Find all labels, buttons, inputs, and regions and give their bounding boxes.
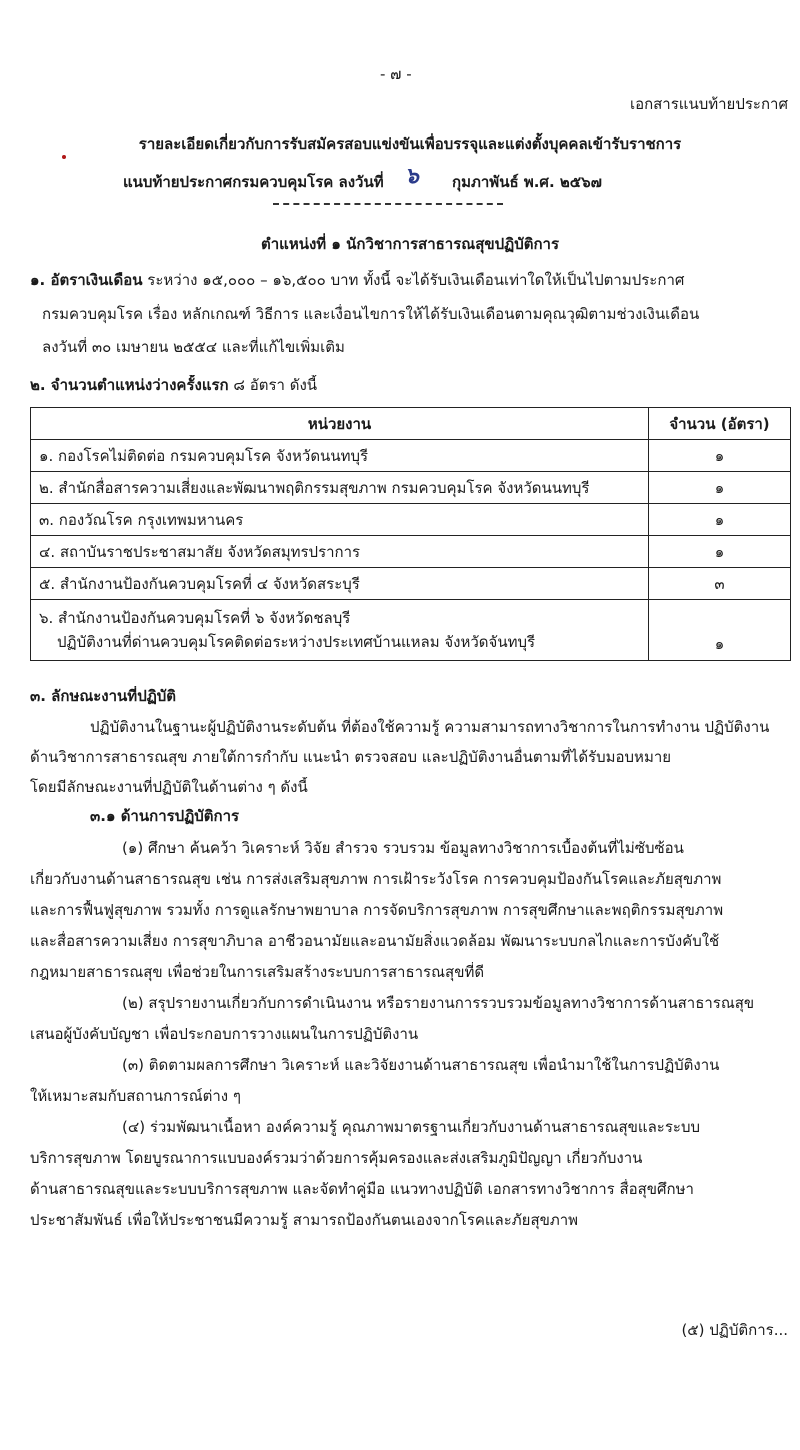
section3-intro-line1: ปฏิบัติงานในฐานะผู้ปฏิบัติงานระดับต้น ที่ต้องใช้ความรู้ ความสามารถทางวิชาการในการทำงาน ปฏิบัติงาน [90,718,770,736]
item1-line2: เกี่ยวกับงานด้านสาธารณสุข เช่น การส่งเสริมสุขภาพ การเฝ้าระวังโรค การควบคุมป้องกันโรคและภัยสุขภาพ [30,870,722,888]
continuation-note: (๕) ปฏิบัติการ... [681,1321,788,1339]
table-row [31,440,791,472]
vacancy-table [30,407,791,661]
section2-heading [30,375,790,395]
section3-intro-line2: ด้านวิชาการสาธารณสุข ภายใต้การกำกับ แนะนำ ตรวจสอบ และปฏิบัติงานอื่นตามที่ได้รับมอบหมาย [30,748,672,766]
section2-label: ๒. จำนวนตำแหน่งว่างครั้งแรก [30,376,229,394]
table-header-row [31,408,791,440]
row-unit: ๒. สำนักสื่อสารความเสี่ยงและพัฒนาพฤติกรรมสุขภาพ กรมควบคุมโรค จังหวัดนนทบุรี [31,472,649,504]
row-count: ๑ [649,472,791,504]
item1-line5: กฎหมายสาธารณสุข เพื่อช่วยในการเสริมสร้างระบบการสาธารณสุขที่ดี [30,963,485,981]
row-count: ๑ [649,440,791,472]
row-unit: ๔. สถาบันราชประชาสมาสัย จังหวัดสมุทรปราการ [31,536,649,568]
row-count: ๑ [649,536,791,568]
section1-line2: กรมควบคุมโรค เรื่อง หลักเกณฑ์ วิธีการ และเงื่อนไขการให้ได้รับเงินเดือนตามคุณวุฒิตามช่วงเงินเดือน [42,305,700,323]
section1-label: ๑. อัตราเงินเดือน [30,271,143,289]
title-date-prefix: แนบท้ายประกาศกรมควบคุมโรค ลงวันที่ [123,173,384,191]
section3-label: ๓. ลักษณะงานที่ปฏิบัติ [30,687,177,705]
section3-intro-line3: โดยมีลักษณะงานที่ปฏิบัติในด้านต่าง ๆ ดังนี้ [30,778,308,796]
page-number: - ๗ - [380,65,412,83]
section1-line1 [30,270,790,290]
row-unit [31,600,649,661]
separator-line [273,203,503,205]
position-heading: ตำแหน่งที่ ๑ นักวิชาการสาธารณสุขปฏิบัติการ [260,235,560,253]
row-count: ๓ [649,568,791,600]
attachment-label: เอกสารแนบท้ายประกาศ [629,95,788,113]
item1-line1: (๑) ศึกษา ค้นคว้า วิเคราะห์ วิจัย สำรวจ รวบรวม ข้อมูลทางวิชาการเบื้องต้นที่ไม่ซับซ้อน [122,839,684,857]
table-row [31,504,791,536]
row-unit: ๕. สำนักงานป้องกันควบคุมโรคที่ ๔ จังหวัดสระบุรี [31,568,649,600]
header-unit: หน่วยงาน [31,408,649,440]
handwritten-day: ๖ [404,163,419,189]
item3-line1: (๓) ติดตามผลการศึกษา วิเคราะห์ และวิจัยงานด้านสาธารณสุข เพื่อนำมาใช้ในการปฏิบัติงาน [122,1056,720,1074]
table-row [31,472,791,504]
row-unit: ๓. กองวัณโรค กรุงเทพมหานคร [31,504,649,536]
row-count: ๑ [649,600,791,661]
section1-line3: ลงวันที่ ๓๐ เมษายน ๒๕๕๔ และที่แก้ไขเพิ่มเติม [42,338,345,356]
header-count: จำนวน (อัตรา) [649,408,791,440]
section2-text: ๘ อัตรา ดังนี้ [228,376,318,394]
row-unit-line2: ปฏิบัติงานที่ด่านควบคุมโรคติดต่อระหว่างประเทศบ้านแหลม จังหวัดจันทบุรี [57,633,536,651]
item2-line2: เสนอผู้บังคับบัญชา เพื่อประกอบการวางแผนในการปฏิบัติงาน [30,1025,419,1043]
title-date-suffix: กุมภาพันธ์ พ.ศ. ๒๕๖๗ [452,173,602,191]
item3-line2: ให้เหมาะสมกับสถานการณ์ต่าง ๆ [30,1087,241,1105]
document-title-line1: รายละเอียดเกี่ยวกับการรับสมัครสอบแข่งขันเพื่อบรรจุและแต่งตั้งบุคคลเข้ารับราชการ [138,135,682,153]
section3-sub-label: ๓.๑ ด้านการปฏิบัติการ [90,807,240,825]
item4-line2: บริการสุขภาพ โดยบูรณาการแบบองค์รวมว่าด้วยการคุ้มครองและส่งเสริมภูมิปัญญา เกี่ยวกับงาน [30,1149,643,1167]
item4-line1: (๔) ร่วมพัฒนาเนื้อหา องค์ความรู้ คุณภาพมาตรฐานเกี่ยวกับงานด้านสาธารณสุขและระบบ [122,1118,700,1136]
item2-line1: (๒) สรุปรายงานเกี่ยวกับการดำเนินงาน หรือรายงานการรวบรวมข้อมูลทางวิชาการด้านสาธารณสุข [122,994,755,1012]
table-row [31,600,791,661]
section1-text1: ระหว่าง ๑๕,๐๐๐ – ๑๖,๕๐๐ บาท ทั้งนี้ จะได้รับเงินเดือนเท่าใดให้เป็นไปตามประกาศ [142,271,685,289]
item4-line4: ประชาสัมพันธ์ เพื่อให้ประชาชนมีความรู้ สามารถป้องกันตนเองจากโรคและภัยสุขภาพ [30,1211,579,1229]
item4-line3: ด้านสาธารณสุขและระบบบริการสุขภาพ และจัดทำคู่มือ แนวทางปฏิบัติ เอกสารทางวิชาการ สื่อสุขศึกษา [30,1180,694,1198]
row-count: ๑ [649,504,791,536]
ink-mark [62,155,66,159]
document-title-line2 [123,162,602,197]
table-row [31,568,791,600]
item1-line4: และสื่อสารความเสี่ยง การสุขาภิบาล อาชีวอนามัยและอนามัยสิ่งแวดล้อม พัฒนาระบบกลไกและการบังคับใช้ [30,932,720,950]
table-row [31,536,791,568]
item1-line3: และการฟื้นฟูสุขภาพ รวมทั้ง การดูแลรักษาพยาบาล การจัดบริการสุขภาพ การสุขศึกษาและพฤติกรรมสุขภาพ [30,901,724,919]
row-unit-line1: ๖. สำนักงานป้องกันควบคุมโรคที่ ๖ จังหวัดชลบุรี [39,609,351,627]
row-unit: ๑. กองโรคไม่ติดต่อ กรมควบคุมโรค จังหวัดนนทบุรี [31,440,649,472]
